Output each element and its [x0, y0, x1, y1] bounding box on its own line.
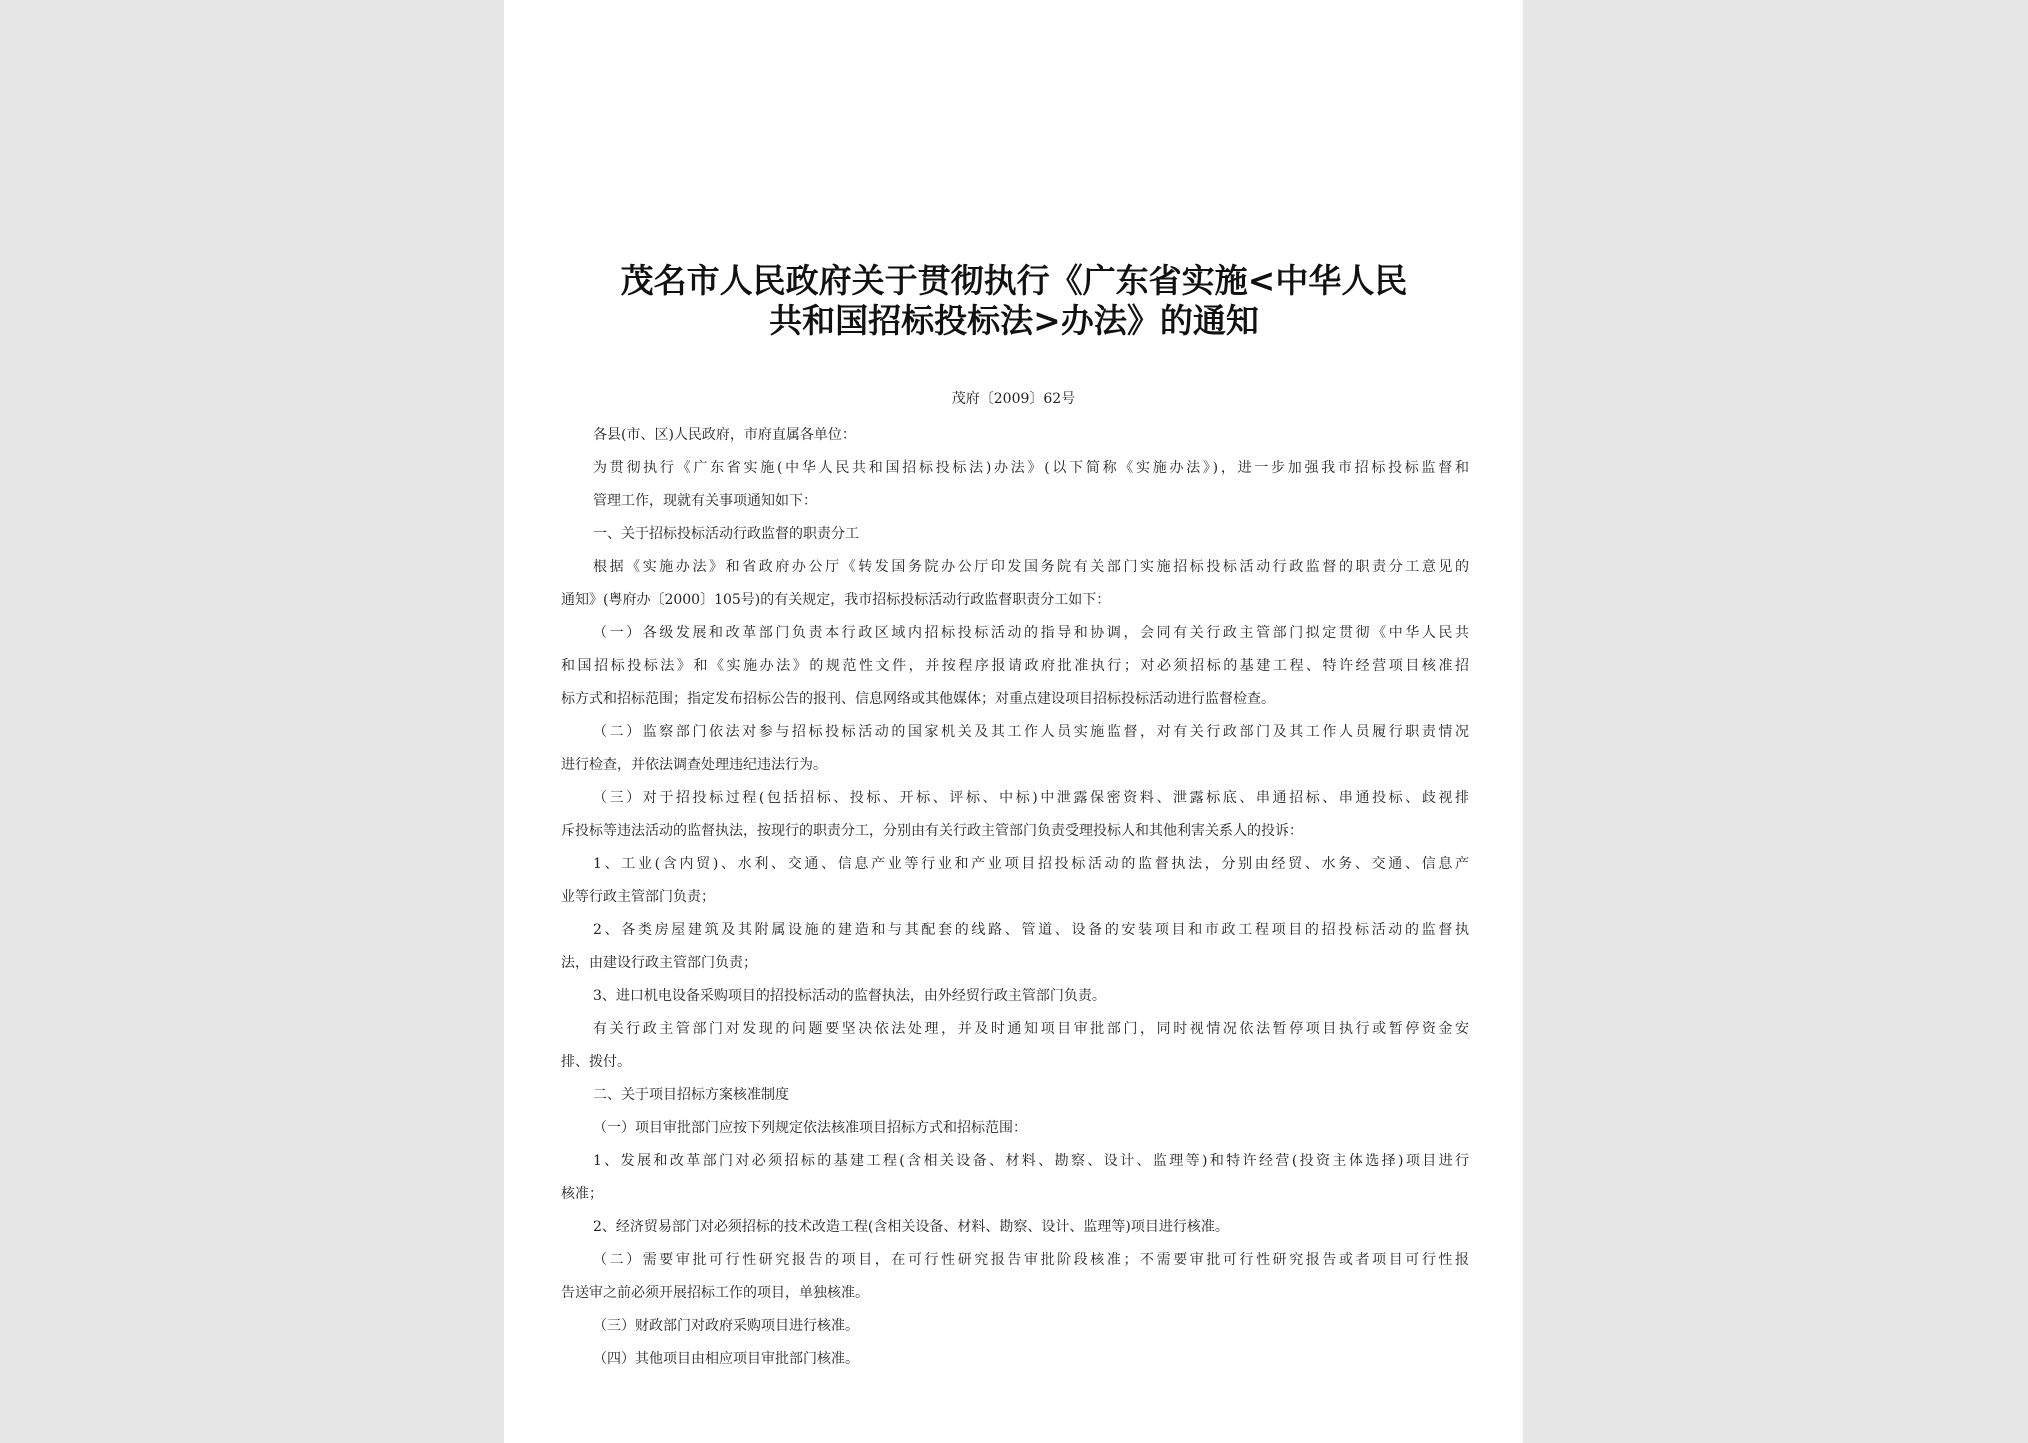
- title-line-1: 茂名市人民政府关于贯彻执行《广东省实施<中华人民: [620, 261, 1408, 300]
- document-page: [504, 0, 1523, 1443]
- body-line: 标方式和招标范围；指定发布招标公告的报刊、信息网络或其他媒体；对重点建设项目招标投标活动进行监督检查。: [561, 691, 1275, 707]
- body-line: （三）对于招投标过程(包括招标、投标、开标、评标、中标)中泄露保密资料、泄露标底、串通招标、串通投标、歧视排: [593, 790, 1469, 806]
- body-line: 业等行政主管部门负责；: [561, 889, 715, 905]
- body-line: 核准；: [561, 1186, 603, 1202]
- document-body: [561, 419, 1469, 1376]
- body-line: 有关行政主管部门对发现的问题要坚决依法处理，并及时通知项目审批部门，同时视情况依法暂停项目执行或暂停资金安: [593, 1021, 1469, 1037]
- body-line: 1、工业(含内贸)、水利、交通、信息产业等行业和产业项目招投标活动的监督执法，分别由经贸、水务、交通、信息产: [593, 856, 1469, 872]
- body-line: （二）监察部门依法对参与招标投标活动的国家机关及其工作人员实施监督，对有关行政部门及其工作人员履行职责情况: [593, 724, 1469, 740]
- body-line: （四）其他项目由相应项目审批部门核准。: [593, 1351, 859, 1367]
- body-line: （二）需要审批可行性研究报告的项目，在可行性研究报告审批阶段核准；不需要审批可行性研究报告或者项目可行性报: [593, 1252, 1469, 1268]
- body-line: 通知》(粤府办〔2000〕105号)的有关规定，我市招标投标活动行政监督职责分工如下：: [561, 592, 1111, 608]
- body-line: 排、拨付。: [561, 1054, 631, 1070]
- document-title: [574, 261, 1454, 341]
- body-line: 2、经济贸易部门对必须招标的技术改造工程(含相关设备、材料、勘察、设计、监理等)项目进行核准。: [593, 1219, 1229, 1235]
- body-line: （三）财政部门对政府采购项目进行核准。: [593, 1318, 859, 1334]
- body-line: 为贯彻执行《广东省实施(中华人民共和国招标投标法)办法》(以下简称《实施办法》)，进一步加强我市招标投标监督和: [593, 460, 1469, 476]
- body-line: （一）各级发展和改革部门负责本行政区域内招标投标活动的指导和协调，会同有关行政主管部门拟定贯彻《中华人民共: [593, 625, 1469, 641]
- body-line: 各县(市、区)人民政府，市府直属各单位：: [593, 427, 856, 443]
- body-line: 告送审之前必须开展招标工作的项目，单独核准。: [561, 1285, 869, 1301]
- body-line: 3、进口机电设备采购项目的招投标活动的监督执法，由外经贸行政主管部门负责。: [593, 988, 1106, 1004]
- body-line: 1、发展和改革部门对必须招标的基建工程(含相关设备、材料、勘察、设计、监理等)和特许经营(投资主体选择)项目进行: [593, 1153, 1469, 1169]
- body-line: 一、关于招标投标活动行政监督的职责分工: [593, 526, 859, 542]
- body-line: 管理工作，现就有关事项通知如下：: [593, 493, 817, 509]
- document-number: 茂府〔2009〕62号: [951, 391, 1076, 407]
- body-line: 根据《实施办法》和省政府办公厅《转发国务院办公厅印发国务院有关部门实施招标投标活动行政监督的职责分工意见的: [593, 559, 1469, 575]
- body-line: 2、各类房屋建筑及其附属设施的建造和与其配套的线路、管道、设备的安装项目和市政工程项目的招投标活动的监督执: [593, 922, 1469, 938]
- body-line: 进行检查，并依法调查处理违纪违法行为。: [561, 757, 827, 773]
- body-line: 和国招标投标法》和《实施办法》的规范性文件，并按程序报请政府批准执行；对必须招标的基建工程、特许经营项目核准招: [561, 658, 1469, 674]
- title-line-2: 共和国招标投标法>办法》的通知: [769, 301, 1259, 340]
- body-line: （一）项目审批部门应按下列规定依法核准项目招标方式和招标范围：: [593, 1120, 1027, 1136]
- body-line: 斥投标等违法活动的监督执法，按现行的职责分工，分别由有关行政主管部门负责受理投标人和其他利害关系人的投诉：: [561, 823, 1303, 839]
- body-line: 二、关于项目招标方案核准制度: [593, 1087, 789, 1103]
- body-line: 法，由建设行政主管部门负责；: [561, 955, 757, 971]
